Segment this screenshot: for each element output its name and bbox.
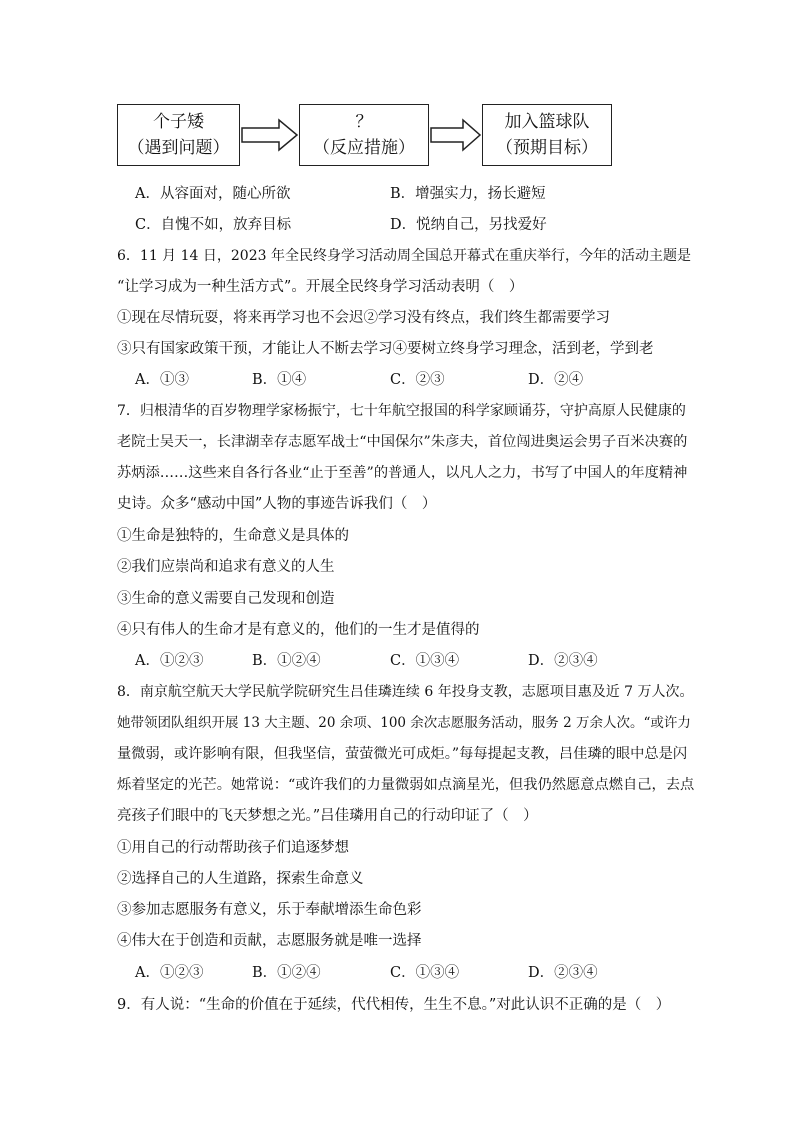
q8-stem-line: 她带领团队组织开展 13 大主题、20 余项、100 余次志愿服务活动，服务 2 万余人次。“或许力 — [117, 715, 691, 731]
flow-box-problem — [117, 104, 240, 166]
q5-option-d[interactable]: D．悦纳自己，另找爱好 — [390, 217, 547, 233]
q7-statement: ①生命是独特的，生命意义是具体的 — [117, 528, 349, 544]
q8-statement: ②选择自己的人生道路，探索生命意义 — [117, 871, 364, 887]
q6-statement: ①现在尽情玩耍，将来再学习也不会迟②学习没有终点，我们终生都需要学习 — [117, 310, 610, 326]
flow-box-response-title: ？ — [355, 112, 373, 132]
q7-option-c[interactable]: C．①③④ — [390, 653, 460, 669]
q9-stem-line: 9．有人说：“生命的价值在于延续，代代相传，生生不息。”对此认识不正确的是（ ） — [117, 997, 671, 1013]
q8-statement: ④伟大在于创造和贡献，志愿服务就是唯一选择 — [117, 933, 422, 949]
q8-stem-line: 亮孩子们眼中的飞天梦想之光。”吕佳璘用自己的行动印证了（ ） — [117, 808, 538, 824]
q6-options — [0, 370, 794, 390]
q8-statement: ③参加志愿服务有意义，乐于奉献增添生命色彩 — [117, 902, 422, 918]
flow-box-goal-caption: （预期目标） — [496, 138, 598, 158]
q5-option-b[interactable]: B．增强实力，扬长避短 — [390, 186, 546, 202]
q6-option-c[interactable]: C．②③ — [390, 372, 445, 388]
q6-stem-line: “让学习成为一种生活方式”。开展全民终身学习活动表明（ ） — [117, 279, 524, 295]
right-arrow-icon — [430, 118, 482, 152]
q7-statement: ②我们应崇尚和追求有意义的人生 — [117, 559, 335, 575]
q6-stem-line: 6．11 月 14 日，2023 年全民终身学习活动周全国总开幕式在重庆举行，今年的活动主题是 — [117, 248, 691, 264]
q8-statement: ①用自己的行动帮助孩子们追逐梦想 — [117, 840, 349, 856]
q8-stem-line: 量微弱，或许影响有限，但我坚信，萤萤微光可成炬。”每每提起支教，吕佳璘的眼中总是闪 — [117, 746, 688, 762]
flow-box-problem-caption: （遇到问题） — [127, 138, 230, 158]
q8-option-c[interactable]: C．①③④ — [390, 965, 460, 981]
flow-box-goal-title: 加入篮球队 — [504, 112, 590, 132]
q6-option-d[interactable]: D．②④ — [528, 372, 584, 388]
q5-option-c[interactable]: C．自愧不如，放弃目标 — [135, 217, 292, 233]
q6-option-a[interactable]: A．①③ — [135, 372, 189, 388]
q5-options-row-2 — [0, 215, 794, 235]
q7-statement: ③生命的意义需要自己发现和创造 — [117, 591, 335, 607]
flow-diagram — [117, 104, 612, 168]
q7-statement: ④只有伟人的生命才是有意义的，他们的一生才是值得的 — [117, 622, 480, 638]
q7-stem-line: 苏炳添……这些来自各行各业“止于至善”的普通人，以凡人之力，书写了中国人的年度精神 — [117, 465, 688, 481]
flow-box-problem-title: 个子矮 — [153, 112, 204, 132]
q8-stem-line: 8．南京航空航天大学民航学院研究生吕佳璘连续 6 年投身支教，志愿项目惠及近 7 万人次。 — [117, 684, 694, 700]
q8-stem-line: 烁着坚定的光芒。她常说：“或许我们的力量微弱如点滴星光，但我仍然愿意点燃自己，去点 — [117, 777, 695, 793]
q7-option-b[interactable]: B．①②④ — [252, 653, 321, 669]
q5-options-row-1 — [0, 184, 794, 204]
q7-stem-line: 7．归根清华的百岁物理学家杨振宁，七十年航空报国的科学家顾诵芬，守护高原人民健康的 — [117, 403, 686, 419]
flow-box-response — [299, 104, 429, 166]
q8-option-b[interactable]: B．①②④ — [252, 965, 321, 981]
q7-options — [0, 651, 794, 671]
q8-option-d[interactable]: D．②③④ — [528, 965, 598, 981]
q7-stem-line: 史诗。众多“感动中国”人物的事迹告诉我们（ ） — [117, 496, 437, 512]
q7-stem-line: 老院士吴天一，长津湖幸存志愿军战士“中国保尔”朱彦夫，首位闯进奥运会男子百米决赛的 — [117, 434, 688, 450]
q7-option-d[interactable]: D．②③④ — [528, 653, 598, 669]
right-arrow-icon — [241, 118, 299, 152]
q8-options — [0, 963, 794, 983]
q6-option-b[interactable]: B．①④ — [252, 372, 307, 388]
q8-option-a[interactable]: A．①②③ — [135, 965, 204, 981]
q6-statement: ③只有国家政策干预，才能让人不断去学习④要树立终身学习理念，活到老，学到老 — [117, 341, 654, 357]
q5-option-a[interactable]: A．从容面对，随心所欲 — [135, 186, 291, 202]
flow-box-goal — [482, 104, 612, 166]
flow-box-response-caption: （反应措施） — [313, 138, 415, 158]
q7-option-a[interactable]: A．①②③ — [135, 653, 204, 669]
